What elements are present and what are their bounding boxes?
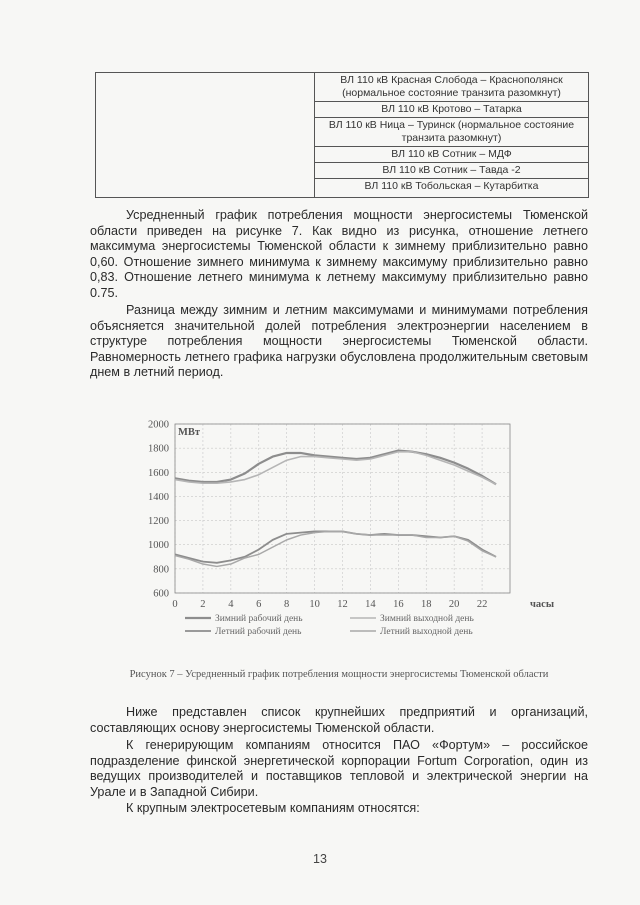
y-tick-label: 1400 [148,491,169,503]
table-lines-column [315,73,588,197]
table-row: ВЛ 110 кВ Кротово – Татарка [315,102,588,118]
x-tick-label: 12 [337,599,348,610]
y-axis-label: МВт [178,427,201,438]
y-tick-label: 1600 [148,467,169,479]
x-tick-label: 6 [256,599,262,610]
x-tick-label: 10 [309,599,320,610]
series-line-1 [175,451,496,485]
y-tick-label: 600 [153,588,169,600]
x-tick-label: 14 [365,599,376,610]
legend-label: Зимний выходной день [380,614,474,624]
chart-legend [185,613,474,637]
transmission-lines-table [95,72,589,198]
x-tick-label: 8 [284,599,290,610]
legend-label: Зимний рабочий день [215,614,303,624]
table-row: ВЛ 110 кВ Красная Слобода – Краснополянск (нормальное состояние транзита разомкнут) [315,73,588,102]
y-tick-label: 1800 [148,443,169,455]
chart-grid [175,424,510,593]
table-row: ВЛ 110 кВ Ница – Туринск (нормальное состояние транзита разомкнут) [315,118,588,147]
y-tick-label: 1200 [148,516,169,528]
legend-label: Летний выходной день [380,627,473,637]
x-tick-label: 16 [393,599,404,610]
x-tick-label: 18 [421,599,432,610]
table-row: ВЛ 110 кВ Тобольская – Кутарбитка [364,180,539,192]
paragraph-chart-intro: Усредненный график потребления мощности энергосистемы Тюменской области приведен на рисунке 7. Как видно из рисунка, отношение летнего максимума энергосистемы Тюменской области к зимнему приблизительно равно 0,60. Отношение зимнего минимума к зимнему максимуму приблизительно равно 0,83. Отношение летнего минимума к летнему максимуму приблизительно равно 0.75. [90,208,588,300]
y-tick-label: 2000 [148,419,169,431]
paragraph-grid-companies: К крупным электросетевым компаниям относятся: [126,801,420,815]
paragraph-seasonal-difference: Разница между зимним и летним максимумами и минимумами потребления объясняется значительной долей потребления электроэнергии населением в структуре потребления мощности энергосистемы Тюменской области. Равномерность летнего графика нагрузки обусловлена продолжительным световым днем в летний период. [90,303,588,380]
paragraph-list-intro: Ниже представлен список крупнейших предприятий и организаций, составляющих основу энергосистемы Тюменской области. [90,705,588,735]
table-row: ВЛ 110 кВ Сотник – Тавда -2 [315,163,588,179]
x-tick-label: 22 [476,599,488,610]
x-tick-label: 4 [228,599,234,610]
page-number: 13 [313,852,327,866]
table-empty-cell [96,73,315,197]
figure-caption: Рисунок 7 – Усредненный график потребления мощности энергосистемы Тюменской области [129,669,549,680]
y-tick-label: 800 [153,564,169,576]
x-tick-label: 0 [172,599,178,610]
x-tick-label: 2 [200,599,206,610]
y-tick-label: 1000 [148,540,169,552]
legend-label: Летний рабочий день [215,627,302,637]
chart-series-group [175,451,496,567]
table-row: ВЛ 110 кВ Сотник – МДФ [315,147,588,163]
x-axis-label: часы [530,599,555,610]
paragraph-generating-companies: К генерирующим компаниям относится ПАО «Фортум» – российское подразделение финской энергетической корпорации Fortum Corporation, один из ведущих производителей и поставщиков тепловой и электрической энергии на Урале и в Западной Сибири. [90,738,588,799]
load-chart [120,408,555,663]
x-tick-label: 20 [448,599,460,610]
